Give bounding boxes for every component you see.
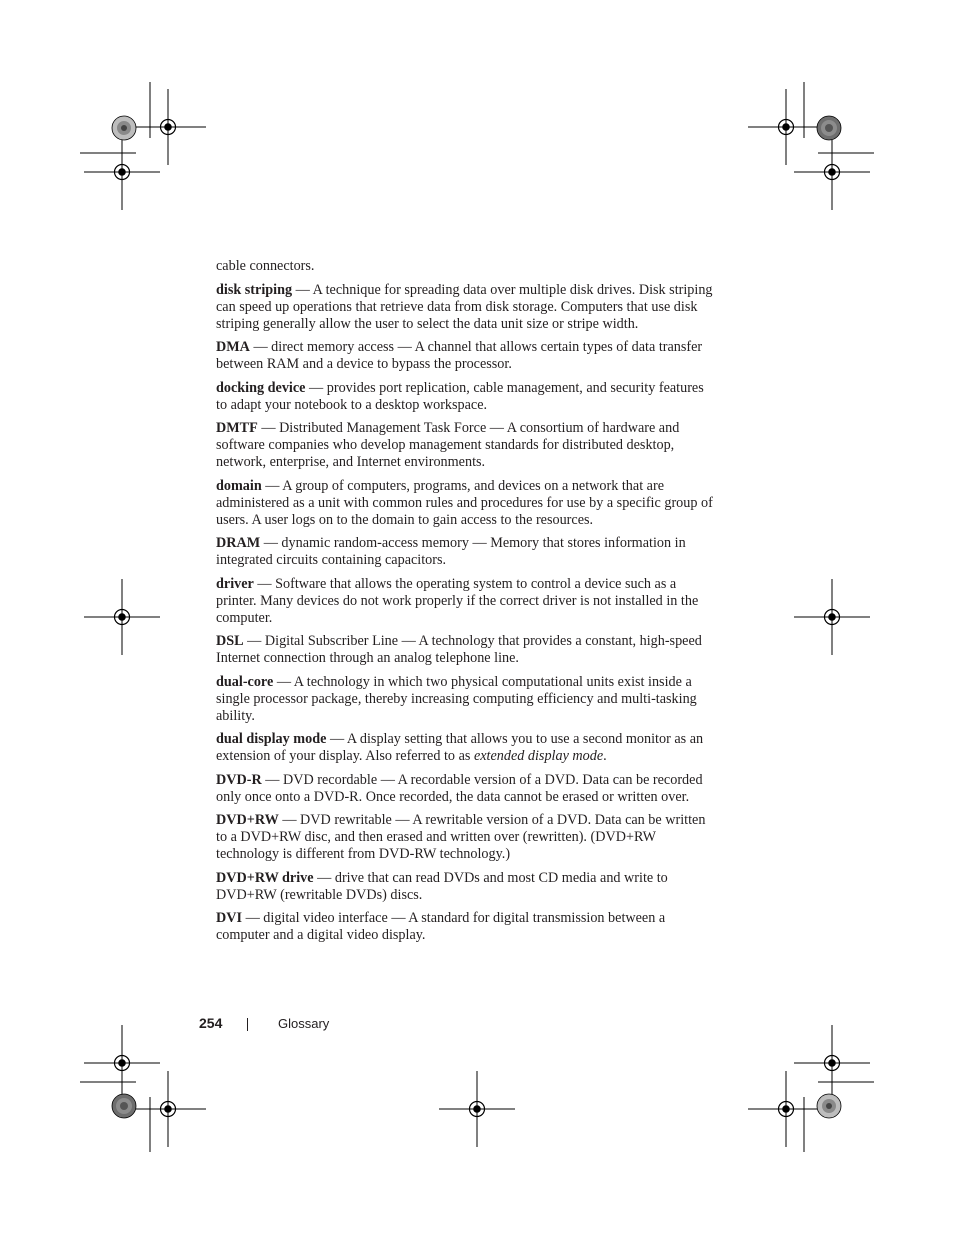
glossary-entry bbox=[216, 674, 716, 725]
page-footer bbox=[0, 1015, 954, 1035]
entry-definition: — DVD recordable — A recordable version of a DVD. Data can be recorded only once onto a DVD-R. Once recorded, the data cannot be erased or written over. bbox=[216, 771, 703, 805]
glossary-entry bbox=[216, 576, 716, 627]
entry-definition: — Distributed Management Task Force — A consortium of hardware and software companies who develop management standards for distributed desktop, network, enterprise, and Internet environments. bbox=[216, 420, 680, 470]
continuation-text: cable connectors. bbox=[216, 258, 315, 274]
entry-definition: — digital video interface — A standard for digital transmission between a computer and a digital video display. bbox=[216, 910, 666, 943]
entry-term: domain bbox=[216, 477, 262, 494]
entry-term: DSL bbox=[216, 633, 244, 649]
entry-definition: — A group of computers, programs, and devices on a network that are administered as a unit with common rules and procedures for use by a specific group of users. A user logs on to the domain to gain access to the resources. bbox=[216, 477, 713, 528]
entry-term: DMTF bbox=[216, 420, 258, 436]
glossary-entry bbox=[216, 633, 716, 667]
entry-term: disk striping bbox=[216, 281, 293, 298]
glossary-entry bbox=[216, 420, 716, 471]
entry-term: DVI bbox=[216, 910, 243, 926]
glossary-entry bbox=[216, 812, 716, 863]
entry-definition: — Software that allows the operating system to control a device such as a printer. Many devices do not work properly if the correct driver is not installed in the computer. bbox=[216, 575, 699, 626]
footer-divider bbox=[247, 1018, 248, 1031]
entry-definition: — drive that can read DVDs and most CD media and write to DVD+RW (rewritable DVDs) discs. bbox=[216, 869, 668, 903]
entry-term: DVD-R bbox=[216, 771, 262, 788]
entry-term: dual-core bbox=[216, 673, 274, 690]
glossary-content bbox=[216, 258, 716, 951]
glossary-entry bbox=[216, 535, 716, 569]
entry-definition: — direct memory access — A channel that allows certain types of data transfer between RAM and a device to bypass the processor. bbox=[216, 339, 703, 372]
entry-definition-tail: . bbox=[603, 748, 607, 764]
section-title: Glossary bbox=[278, 1016, 330, 1031]
entry-definition: — A technique for spreading data over multiple disk drives. Disk striping can speed up operations that retrieve data from disk storage. Computers that use disk striping generally allow the user to select the data unit size or stripe width. bbox=[216, 281, 713, 332]
glossary-entry bbox=[216, 910, 716, 944]
glossary-entry bbox=[216, 339, 716, 373]
entry-term: DRAM bbox=[216, 535, 261, 551]
entry-definition: — A display setting that allows you to use a second monitor as an extension of your display. Also referred to as bbox=[216, 731, 704, 764]
entry-italic-term: extended display mode bbox=[473, 748, 604, 764]
entry-term: DMA bbox=[216, 339, 250, 355]
entry-definition: — DVD rewritable — A rewritable version of a DVD. Data can be written to a DVD+RW disc, and then erased and written over (rewritten). (DVD+RW technology is different from DVD-RW technology.) bbox=[216, 812, 706, 862]
glossary-entry bbox=[216, 478, 716, 529]
entry-definition: — dynamic random-access memory — Memory that stores information in integrated circuits containing capacitors. bbox=[216, 535, 686, 568]
glossary-entry bbox=[216, 870, 716, 904]
entry-definition: — A technology in which two physical computational units exist inside a single processor package, thereby increasing computing efficiency and multi-tasking ability. bbox=[216, 673, 697, 724]
entry-term: docking device bbox=[216, 379, 306, 396]
entry-term: dual display mode bbox=[216, 731, 327, 747]
glossary-entry bbox=[216, 772, 716, 806]
glossary-entry bbox=[216, 282, 716, 333]
glossary-entry bbox=[216, 731, 716, 765]
entry-term: driver bbox=[216, 575, 254, 592]
entry-definition: — provides port replication, cable management, and security features to adapt your notebook to a desktop workspace. bbox=[216, 379, 704, 413]
entry-term: DVD+RW drive bbox=[216, 869, 314, 886]
page-number: 254 bbox=[199, 1015, 223, 1031]
glossary-entry bbox=[216, 380, 716, 414]
entry-term: DVD+RW bbox=[216, 812, 279, 828]
entry-definition: — Digital Subscriber Line — A technology that provides a constant, high-speed Internet connection through an analog telephone line. bbox=[216, 633, 702, 666]
